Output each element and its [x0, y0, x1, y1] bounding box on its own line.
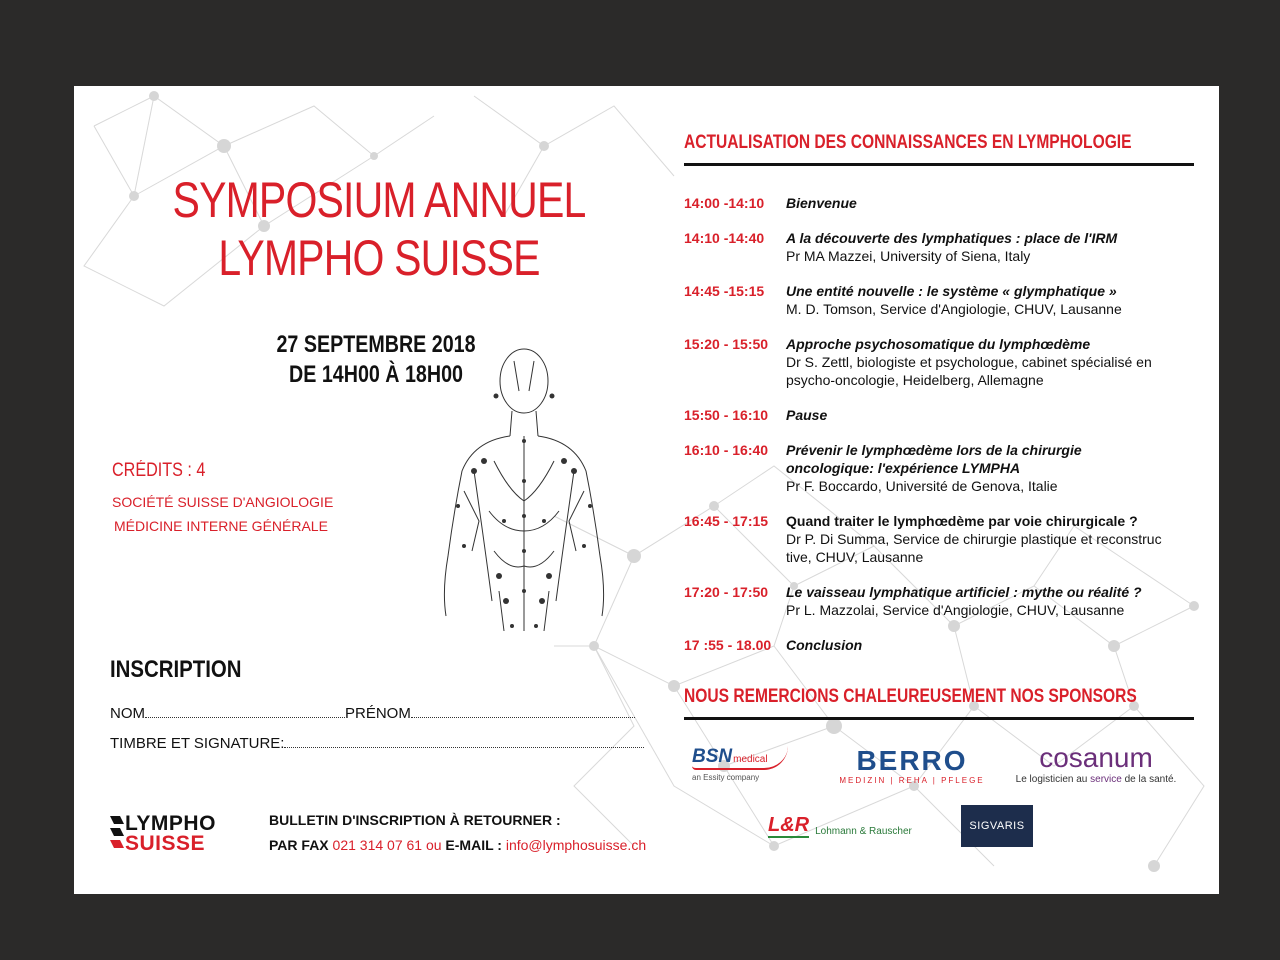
slot-time: 14:45 -15:15	[684, 283, 765, 299]
berro-tagline: MEDIZIN | REHA | PFLEGE	[839, 776, 985, 785]
schedule-slot	[684, 512, 1204, 566]
bsn-name: BSN	[692, 746, 733, 767]
schedule-slot	[684, 441, 1204, 495]
prenom-field[interactable]	[411, 705, 635, 718]
slot-time: 14:00 -14:10	[684, 195, 765, 211]
slot-title: Pause	[786, 407, 828, 423]
slot-time: 15:20 - 15:50	[684, 336, 769, 352]
program-schedule	[684, 194, 1204, 671]
slot-speaker: Dr P. Di Summa, Service de chirurgie plastique et reconstruc tive, CHUV, Lausanne	[786, 531, 1162, 565]
fax-number: 021 314 07 61	[332, 837, 423, 853]
nom-label: NOM	[110, 705, 145, 722]
slot-speaker: M. D. Tomson, Service d'Angiologie, CHUV, Lausanne	[786, 301, 1122, 317]
nom-field[interactable]	[145, 705, 345, 718]
date-line-1: 27 SEPTEMBRE 2018	[276, 331, 476, 358]
slot-title: Conclusion	[786, 637, 863, 653]
signature-form-line	[110, 735, 644, 752]
schedule-slot	[684, 583, 1204, 619]
bsn-tagline: an Essity company	[692, 773, 760, 782]
sponsor-berro-logo	[836, 746, 988, 785]
schedule-slot	[684, 229, 1204, 265]
cosanum-tagline: Le logisticien au service de la santé.	[1015, 774, 1177, 785]
sponsors-rule	[684, 717, 1194, 720]
slot-time: 14:10 -14:40	[684, 230, 765, 246]
slot-time: 16:10 - 16:40	[684, 442, 769, 458]
schedule-slot	[684, 406, 1204, 424]
program-rule	[684, 163, 1194, 166]
prenom-label: PRÉNOM	[345, 705, 411, 722]
sponsor-cosanum-logo	[1006, 742, 1186, 785]
slot-speaker: Pr L. Mazzolai, Service d'Angiologie, CHUV, Lausanne	[786, 602, 1125, 618]
sponsors-heading: NOUS REMERCIONS CHALEUREUSEMENT NOS SPONSORS	[684, 686, 1137, 707]
sponsor-lr-logo	[768, 814, 918, 838]
bsn-sub: medical	[733, 754, 768, 765]
logo-line-1: LYMPHO	[125, 812, 216, 835]
date-line-2: DE 14H00 À 18H00	[289, 361, 463, 388]
flyer-page	[74, 86, 1219, 894]
schedule-slot	[684, 282, 1204, 318]
slot-speaker: Dr S. Zettl, biologiste et psychologue, cabinet spécialisé en psycho-oncologie, Heidelberg, Allemagne	[786, 354, 1152, 388]
email-link[interactable]: info@lymphosuisse.ch	[505, 837, 647, 853]
schedule-slot	[684, 636, 1204, 654]
logo-mark-icon	[110, 814, 124, 854]
timbre-field[interactable]	[284, 735, 644, 748]
slot-speaker: Pr MA Mazzei, University of Siena, Italy	[786, 248, 1031, 264]
slot-title: Bienvenue	[786, 195, 857, 211]
title-line-1: SYMPOSIUM ANNUEL	[172, 172, 586, 228]
slot-title: Approche psychosomatique du lymphœdème	[786, 336, 1091, 352]
lympho-suisse-logo	[110, 814, 216, 854]
lymphatic-body-illustration	[434, 341, 614, 656]
email-label: E-MAIL :	[445, 837, 502, 853]
slot-time: 15:50 - 16:10	[684, 407, 769, 423]
slot-time: 17 :55 - 18.00	[684, 637, 772, 653]
logo-line-2: SUISSE	[125, 832, 206, 855]
par-fax-label: PAR FAX	[269, 837, 329, 853]
lr-name: Lohmann & Rauscher	[815, 825, 912, 837]
title-line-2: LYMPHO SUISSE	[218, 230, 540, 286]
slot-title: Le vaisseau lymphatique artificiel : mythe ou réalité ?	[786, 584, 1142, 600]
credits-title: CRÉDITS : 4	[112, 460, 206, 481]
sponsor-bsn-logo	[692, 746, 802, 782]
slot-title: A la découverte des lymphatiques : place de l'IRM	[786, 230, 1118, 246]
schedule-slot	[684, 194, 1204, 212]
credit-item: MÉDICINE INTERNE GÉNÉRALE	[114, 518, 328, 534]
slot-title: Quand traiter le lymphœdème par voie chirurgicale ?	[786, 513, 1138, 529]
slot-title: Prévenir le lymphœdème lors de la chirurgie oncologique: l'expérience LYMPHA	[786, 442, 1082, 476]
cosanum-name: cosanum	[1039, 742, 1153, 773]
program-heading: ACTUALISATION DES CONNAISSANCES EN LYMPHOLOGIE	[684, 132, 1132, 153]
name-form-line	[110, 705, 635, 722]
schedule-slot	[684, 335, 1204, 389]
credit-item: SOCIÉTÉ SUISSE D'ANGIOLOGIE	[112, 494, 334, 510]
ou-text: ou	[425, 837, 442, 853]
timbre-label: TIMBRE ET SIGNATURE:	[110, 735, 285, 752]
slot-time: 17:20 - 17:50	[684, 584, 769, 600]
bulletin-title: BULLETIN D'INSCRIPTION À RETOURNER :	[269, 812, 561, 828]
slot-time: 16:45 - 17:15	[684, 513, 769, 529]
sponsor-sigvaris-logo	[961, 805, 1033, 847]
sigvaris-name: SIGVARIS	[969, 820, 1025, 832]
lr-mark: L&R	[768, 814, 810, 836]
berro-name: BERRO	[856, 745, 968, 776]
inscription-title: INSCRIPTION	[110, 656, 242, 683]
bulletin-info	[269, 808, 646, 858]
slot-speaker: Pr F. Boccardo, Université de Genova, Italie	[786, 478, 1058, 494]
slot-title: Une entité nouvelle : le système « glymphatique »	[786, 283, 1117, 299]
